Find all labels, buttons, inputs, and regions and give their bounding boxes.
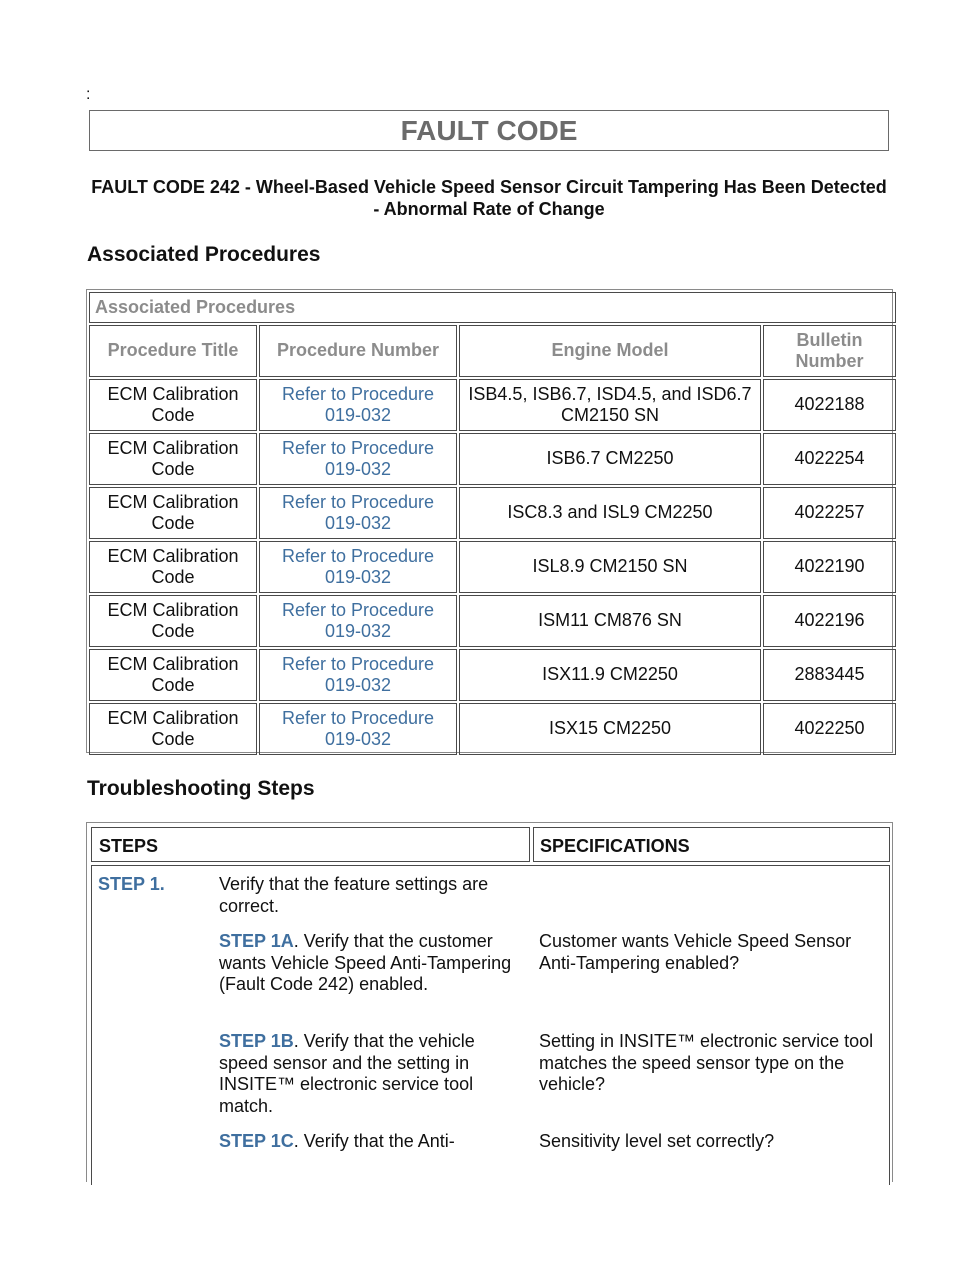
bulletin-number-cell: 4022250: [763, 703, 896, 755]
column-header-procedure-title: Procedure Title: [89, 325, 257, 377]
procedure-link[interactable]: Refer to Procedure 019-032: [281, 437, 435, 479]
fault-code-banner: FAULT CODE: [89, 110, 889, 151]
step-1a-description: . Verify that the customer wants Vehicle Speed Anti-Tampering (Fault Code 242) enabled.: [219, 931, 512, 994]
leading-colon: :: [86, 86, 91, 103]
procedure-title-cell: ECM Calibration Code: [89, 379, 257, 431]
step-1-text: Verify that the feature settings are correct.: [219, 874, 489, 916]
engine-model-cell: ISL8.9 CM2150 SN: [459, 541, 761, 593]
engine-model-cell: ISB6.7 CM2250: [459, 433, 761, 485]
fault-code-title: FAULT CODE 242 - Wheel-Based Vehicle Speed Sensor Circuit Tampering Has Been Detected - Abnormal Rate of Change: [91, 177, 887, 219]
procedure-link[interactable]: Refer to Procedure 019-032: [281, 599, 435, 641]
bulletin-number-cell: 2883445: [763, 649, 896, 701]
column-header-engine-model: Engine Model: [459, 325, 761, 377]
table-row: [89, 487, 896, 539]
procedure-title-cell: ECM Calibration Code: [89, 649, 257, 701]
bulletin-number-cell: 4022188: [763, 379, 896, 431]
associated-procedures-table: [86, 289, 893, 753]
procedure-title-cell: ECM Calibration Code: [89, 595, 257, 647]
table-row: [89, 595, 896, 647]
procedure-link[interactable]: Refer to Procedure 019-032: [281, 653, 435, 695]
engine-model-cell: ISM11 CM876 SN: [459, 595, 761, 647]
step-1c-text: [219, 1131, 519, 1153]
table-caption: Associated Procedures: [89, 292, 896, 323]
step-1b-description: . Verify that the vehicle speed sensor and the setting in INSITE™ electronic service tool match.: [219, 1031, 475, 1116]
bulletin-number-cell: 4022254: [763, 433, 896, 485]
step-1a-text: [219, 931, 519, 996]
procedure-title-cell: ECM Calibration Code: [89, 487, 257, 539]
step-1b-specification: Setting in INSITE™ electronic service tool matches the speed sensor type on the vehicle?: [539, 1031, 874, 1094]
engine-model-cell: ISX11.9 CM2250: [459, 649, 761, 701]
table-row: [89, 379, 896, 431]
bulletin-number-cell: 4022190: [763, 541, 896, 593]
bulletin-number-cell: 4022257: [763, 487, 896, 539]
table-row: [89, 433, 896, 485]
step-1b-text: [219, 1031, 519, 1117]
engine-model-cell: ISX15 CM2250: [459, 703, 761, 755]
step-1-label: STEP 1.: [98, 874, 165, 894]
table-header-row: [89, 325, 896, 377]
procedure-link[interactable]: Refer to Procedure 019-032: [281, 545, 435, 587]
procedure-link[interactable]: Refer to Procedure 019-032: [281, 707, 435, 749]
step-1c-label: STEP 1C: [219, 1131, 294, 1151]
troubleshooting-steps-heading: Troubleshooting Steps: [87, 777, 315, 800]
step-1a-specification: Customer wants Vehicle Speed Sensor Anti-Tampering enabled?: [539, 931, 852, 973]
step-1c-description: . Verify that the Anti-: [293, 1131, 455, 1151]
column-header-specifications: SPECIFICATIONS: [533, 827, 890, 862]
procedure-link[interactable]: Refer to Procedure 019-032: [281, 383, 435, 425]
table-row: [89, 541, 896, 593]
column-header-bulletin-number: Bulletin Number: [763, 325, 896, 377]
step-1a-label: STEP 1A: [219, 931, 294, 951]
procedure-title-cell: ECM Calibration Code: [89, 541, 257, 593]
table-row: [89, 703, 896, 755]
column-header-procedure-number: Procedure Number: [259, 325, 457, 377]
associated-procedures-heading: Associated Procedures: [87, 243, 321, 266]
bulletin-number-cell: 4022196: [763, 595, 896, 647]
table-row: [89, 649, 896, 701]
step-1b-label: STEP 1B: [219, 1031, 294, 1051]
troubleshooting-table: [86, 822, 893, 1182]
troubleshooting-body: [91, 865, 890, 1185]
column-header-steps: STEPS: [91, 827, 530, 862]
step-1c-specification: Sensitivity level set correctly?: [539, 1131, 775, 1151]
procedure-title-cell: ECM Calibration Code: [89, 433, 257, 485]
procedure-link[interactable]: Refer to Procedure 019-032: [281, 491, 435, 533]
procedure-title-cell: ECM Calibration Code: [89, 703, 257, 755]
engine-model-cell: ISC8.3 and ISL9 CM2250: [459, 487, 761, 539]
engine-model-cell: ISB4.5, ISB6.7, ISD4.5, and ISD6.7 CM2150 SN: [459, 379, 761, 431]
